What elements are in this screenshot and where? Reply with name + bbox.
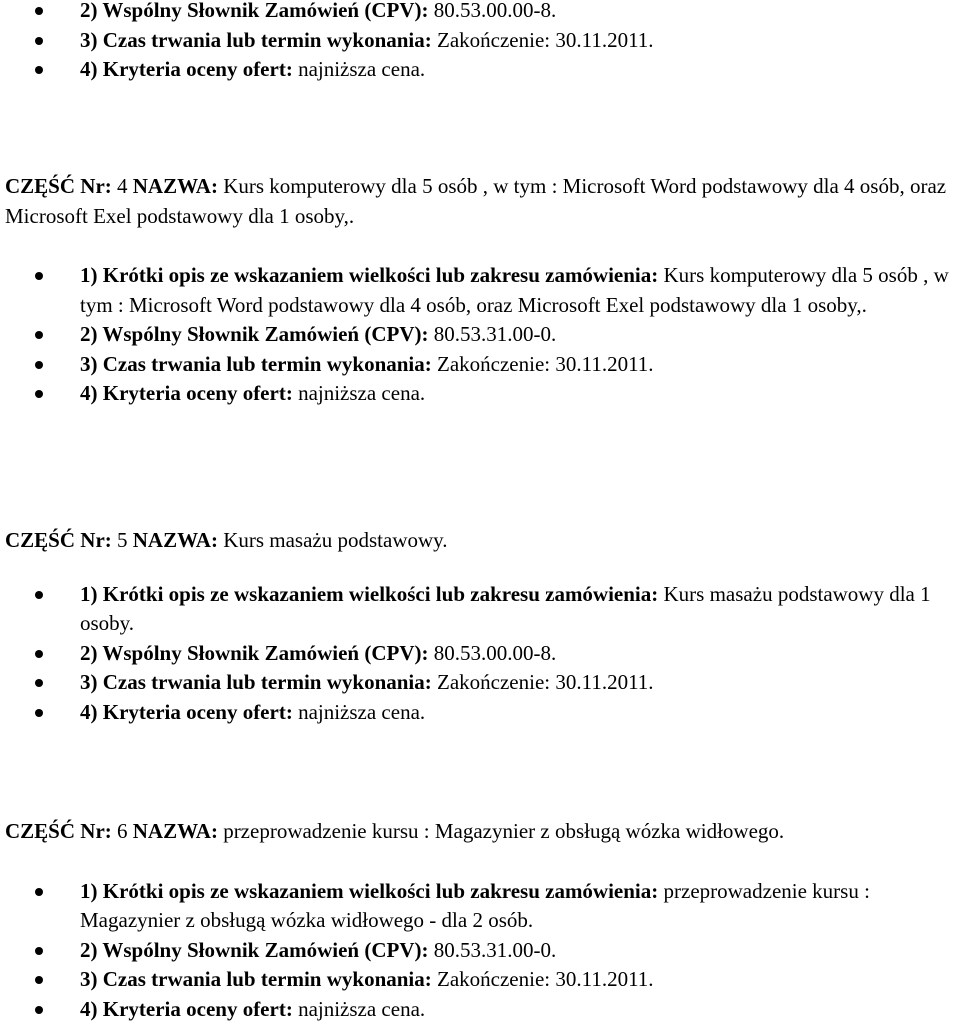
list-item-criteria (0, 55, 960, 85)
item-value: 80.53.00.00-8. (428, 0, 557, 22)
item-label: 4) Kryteria oceny ofert: (80, 57, 293, 81)
name-label: NAZWA: (132, 174, 218, 198)
list-item-criteria (0, 698, 960, 728)
part-details-list (0, 877, 960, 1025)
part-name: przeprowadzenie kursu : Magazynier z obsługą wózka widłowego. (217, 819, 785, 843)
part-label: CZĘŚĆ Nr: (5, 174, 112, 198)
part-number: 6 (111, 819, 133, 843)
item-label: 4) Kryteria oceny ofert: (80, 381, 293, 405)
list-item-deadline (0, 26, 960, 56)
criteria-list (0, 0, 960, 85)
list-item-criteria (0, 995, 960, 1025)
item-label: 2) Wspólny Słownik Zamówień (CPV): (80, 937, 429, 962)
item-value: Zakończenie: 30.11.2011. (431, 27, 654, 52)
item-value: Zakończenie: 30.11.2011. (431, 967, 654, 991)
part-number: 4 (111, 174, 133, 198)
item-value: 80.53.31.00-0. (428, 322, 557, 346)
part-label: CZĘŚĆ Nr: (5, 819, 112, 843)
item-value: najniższa cena. (292, 996, 426, 1021)
previous-part-criteria (0, 0, 960, 85)
item-value: Zakończenie: 30.11.2011. (431, 670, 654, 694)
item-label: 1) Krótki opis ze wskazaniem wielkości lub zakresu zamówienia: (80, 581, 659, 606)
part-details-list (0, 261, 960, 409)
item-value: Zakończenie: 30.11.2011. (431, 351, 654, 376)
part-label: CZĘŚĆ Nr: (5, 528, 112, 552)
item-label: 4) Kryteria oceny ofert: (80, 699, 293, 724)
item-value: najniższa cena. (292, 699, 426, 724)
part-4-section (0, 172, 960, 409)
list-item-cpv (0, 936, 960, 966)
part-heading (0, 526, 960, 556)
part-heading (0, 172, 960, 231)
item-label: 1) Krótki opis ze wskazaniem wielkości lub zakresu zamówienia: (80, 263, 659, 287)
part-number: 5 (111, 528, 133, 552)
item-value: Kurs komputerowy dla 5 osób , w tym : Microsoft Word podstawowy dla 4 osób, oraz Microsoft Exel podstawowy dla 1 osoby,. (80, 263, 949, 317)
name-label: NAZWA: (132, 819, 218, 843)
item-label: 2) Wspólny Słownik Zamówień (CPV): (80, 322, 429, 346)
item-label: 1) Krótki opis ze wskazaniem wielkości lub zakresu zamówienia: (80, 878, 659, 903)
part-heading (0, 817, 960, 847)
list-item-description (0, 580, 960, 639)
item-label: 4) Kryteria oceny ofert: (80, 996, 293, 1021)
list-item-cpv (0, 0, 960, 26)
item-value: 80.53.31.00-0. (428, 937, 557, 962)
list-item-description (0, 877, 960, 936)
item-label: 3) Czas trwania lub termin wykonania: (80, 967, 432, 991)
list-item-deadline (0, 965, 960, 995)
part-name: Kurs komputerowy dla 5 osób , w tym : Microsoft Word podstawowy dla 4 osób, oraz Microsoft Exel podstawowy dla 1 osoby,. (5, 174, 947, 228)
list-item-description (0, 261, 960, 320)
item-value: 80.53.00.00-8. (428, 640, 557, 665)
item-label: 2) Wspólny Słownik Zamówień (CPV): (80, 640, 429, 665)
part-5-section (0, 526, 960, 727)
item-value: przeprowadzenie kursu : Magazynier z obsługą wózka widłowego - dla 2 osób. (80, 878, 870, 932)
list-item-deadline (0, 350, 960, 380)
list-item-deadline (0, 668, 960, 698)
part-details-list (0, 580, 960, 728)
item-value: Kurs masażu podstawowy dla 1 osoby. (80, 581, 931, 635)
item-value: najniższa cena. (292, 57, 426, 81)
list-item-criteria (0, 379, 960, 409)
part-6-section (0, 817, 960, 1024)
item-label: 3) Czas trwania lub termin wykonania: (80, 27, 432, 52)
part-name: Kurs masażu podstawowy. (217, 528, 448, 552)
item-value: najniższa cena. (292, 381, 426, 405)
name-label: NAZWA: (132, 528, 218, 552)
item-label: 2) Wspólny Słownik Zamówień (CPV): (80, 0, 429, 22)
item-label: 3) Czas trwania lub termin wykonania: (80, 351, 432, 376)
list-item-cpv (0, 320, 960, 350)
item-label: 3) Czas trwania lub termin wykonania: (80, 670, 432, 694)
list-item-cpv (0, 639, 960, 669)
